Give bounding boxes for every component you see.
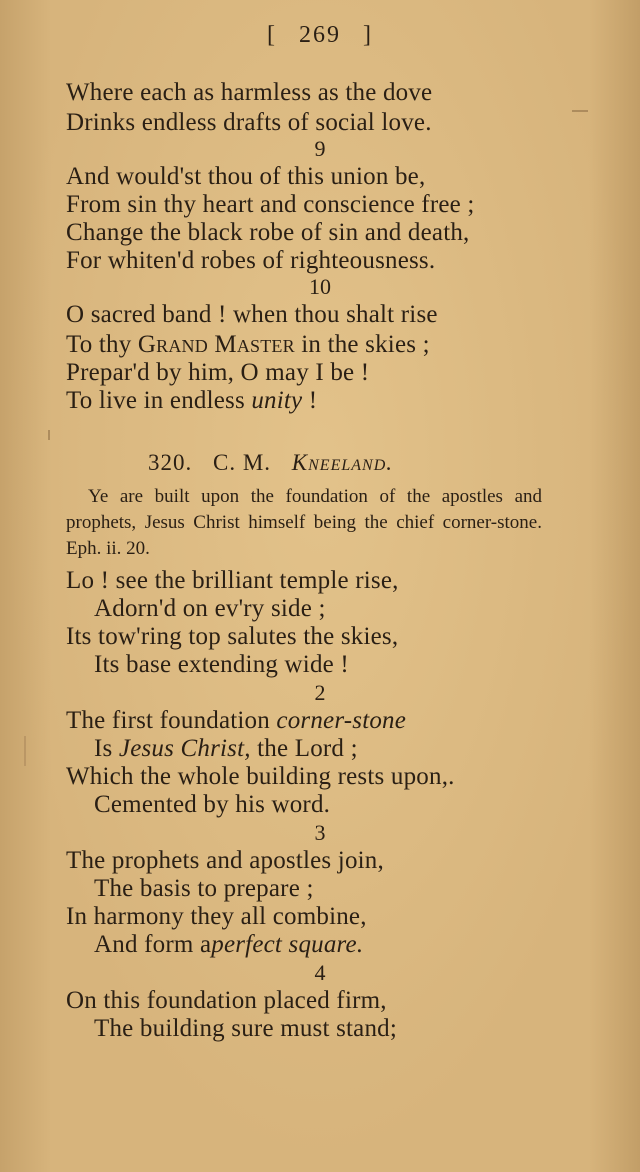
stanza-number: 10 <box>309 274 331 299</box>
verse-line <box>66 330 430 360</box>
verse-line <box>94 734 358 764</box>
bracket-left: [ <box>267 22 277 48</box>
paper-mark <box>48 430 50 440</box>
verse-line <box>66 386 317 416</box>
hymn-tune: Kneeland. <box>291 450 394 475</box>
verse-line: Prepar'd by him, O may I be ! <box>66 359 370 386</box>
page-number: 269 <box>299 22 341 48</box>
hymn-number: 320. <box>148 450 193 475</box>
italic-text: perfect square. <box>211 931 364 958</box>
paper-mark <box>572 110 588 112</box>
verse-line: Cemented by his word. <box>94 791 331 818</box>
bracket-right: ] <box>363 22 373 48</box>
verse-text: ! <box>302 387 318 414</box>
verse-line: Change the black robe of sin and death, <box>66 219 470 246</box>
verse-line: Its base extending wide ! <box>94 651 349 678</box>
verse-line: O sacred band ! when thou shalt rise <box>66 301 438 328</box>
verse-line: In harmony they all combine, <box>66 903 367 930</box>
verse-line: Adorn'd on ev'ry side ; <box>94 595 326 622</box>
verse-text: in the skies ; <box>294 331 430 358</box>
verse-line: Drinks endless drafts of social love. <box>66 109 432 136</box>
paper-mark <box>24 736 26 766</box>
italic-text: unity <box>251 387 303 414</box>
scripture-epigraph: Ye are built upon the foundation of the apostles and prophets, Jesus Christ himself being the chief corner-stone. Eph. ii. 20. <box>66 486 542 559</box>
verse-text: Is <box>94 735 119 762</box>
verse-line <box>94 930 363 960</box>
italic-text: corner-stone <box>276 707 407 734</box>
verse-text: the Lord ; <box>250 735 358 762</box>
stanza-number: 4 <box>314 960 326 985</box>
verse-line: From sin thy heart and conscience free ; <box>66 191 475 218</box>
stanza-number: 9 <box>314 136 326 161</box>
verse-line: The building sure must stand; <box>94 1015 397 1042</box>
small-caps-text: Grand <box>137 331 208 358</box>
verse-line: Lo ! see the brilliant temple rise, <box>66 567 399 594</box>
verse-line: The prophets and apostles join, <box>66 847 384 874</box>
verse-line: On this foundation placed firm, <box>66 987 387 1014</box>
verse-line: And would'st thou of this union be, <box>66 163 426 190</box>
verse-line <box>66 706 406 736</box>
hymn-meter: C. M. <box>213 450 272 475</box>
stanza-number: 2 <box>314 680 326 705</box>
italic-text: Jesus Christ, <box>118 735 251 762</box>
verse-line: Where each as harmless as the dove <box>66 79 433 106</box>
stanza-number: 3 <box>314 820 326 845</box>
verse-text: The first foundation <box>66 707 277 734</box>
verse-line: Its tow'ring top salutes the skies, <box>66 623 399 650</box>
verse-line: For whiten'd robes of righteousness. <box>66 247 436 274</box>
page-header <box>0 22 640 49</box>
verse-text: To thy <box>66 331 138 358</box>
verse-line: The basis to prepare ; <box>94 875 314 902</box>
small-caps-text: Master <box>214 331 295 358</box>
hymn-heading <box>148 450 407 476</box>
verse-line: Which the whole building rests upon,. <box>66 763 455 790</box>
verse-text: And form a <box>94 931 212 958</box>
verse-text: To live in endless <box>66 387 252 414</box>
